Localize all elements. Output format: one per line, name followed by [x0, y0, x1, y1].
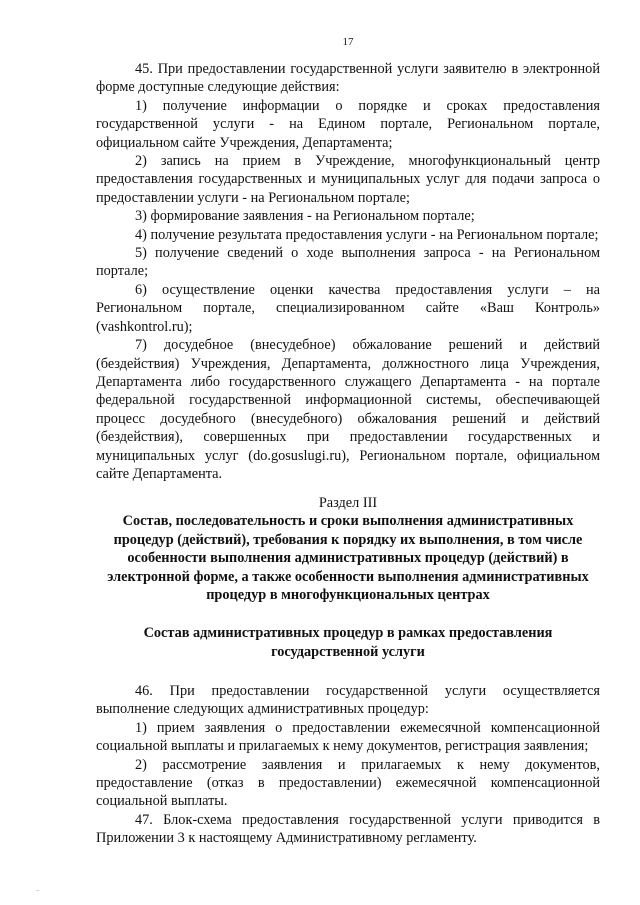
body-text-top: [96, 60, 600, 483]
page-number: 17: [342, 36, 354, 48]
procedure-item-2: 2) рассмотрение заявления и прилагаемых к нему документов, предоставление (отказ в предоставлении) ежемесячной компенсационной социальной выплаты.: [96, 756, 600, 810]
section-heading: [96, 494, 600, 661]
list-item-4: 4) получение результата предоставления услуги - на Региональном портале;: [135, 226, 599, 243]
subsection-title: Состав административных процедур в рамках предоставления государственной услуги: [143, 625, 553, 660]
list-item-5: 5) получение сведений о ходе выполнения запроса - на Региональном портале;: [96, 245, 600, 280]
list-item-3: 3) формирование заявления - на Региональном портале;: [135, 208, 475, 225]
body-text-bottom: [96, 682, 600, 848]
paragraph-47: 47. Блок-схема предоставления государственной услуги приводится в Приложении 3 к настоящему Административному регламенту.: [96, 811, 600, 847]
paragraph-46: 46. При предоставлении государственной услуги осуществляется выполнение следующих административных процедур:: [96, 683, 600, 718]
list-item-2: 2) запись на прием в Учреждение, многофункциональный центр предоставления государственных и муниципальных услуг для подачи запроса о предоставлении услуги - на Региональном портале;: [96, 153, 600, 206]
scan-mark: –: [36, 886, 40, 894]
list-item-7: 7) досудебное (внесудебное) обжалование решений и действий (бездействия) Учреждения, Департамента, должностного лица Учреждения, Департамента либо государственного служащего Департамента - на портале федеральной государственной информационной системы, обеспечивающей процесс досудебного (внесудебного) обжалования решений и действий (бездействия), совершенных при предоставлении государственных и муниципальных услуг (do.gosuslugi.ru), Региональном портале, официальном сайте Департамента.: [96, 337, 600, 482]
section-number: Раздел III: [318, 495, 378, 511]
list-item-1: 1) получение информации о порядке и сроках предоставления государственной услуги - на Едином портале, Региональном портале, официальном сайте Учреждения, Департамента;: [96, 97, 600, 151]
section-title: Состав, последовательность и сроки выполнения административных процедур (действий), требования к порядку их выполнения, в том числе особенности выполнения административных процедур (действий) в электронной форме, а также особенности выполнения административных процедур в многофункциональных центрах: [107, 513, 589, 604]
list-item-6: 6) осуществление оценки качества предоставления услуги – на Региональном портале, специализированном сайте «Ваш Контроль» (vashkontrol.ru);: [96, 281, 600, 335]
procedure-item-1: 1) прием заявления о предоставлении ежемесячной компенсационной социальной выплаты и прилагаемых к нему документов, регистрация заявления;: [96, 719, 600, 755]
paragraph-45: 45. При предоставлении государственной услуги заявителю в электронной форме доступные следующие действия:: [96, 61, 600, 96]
